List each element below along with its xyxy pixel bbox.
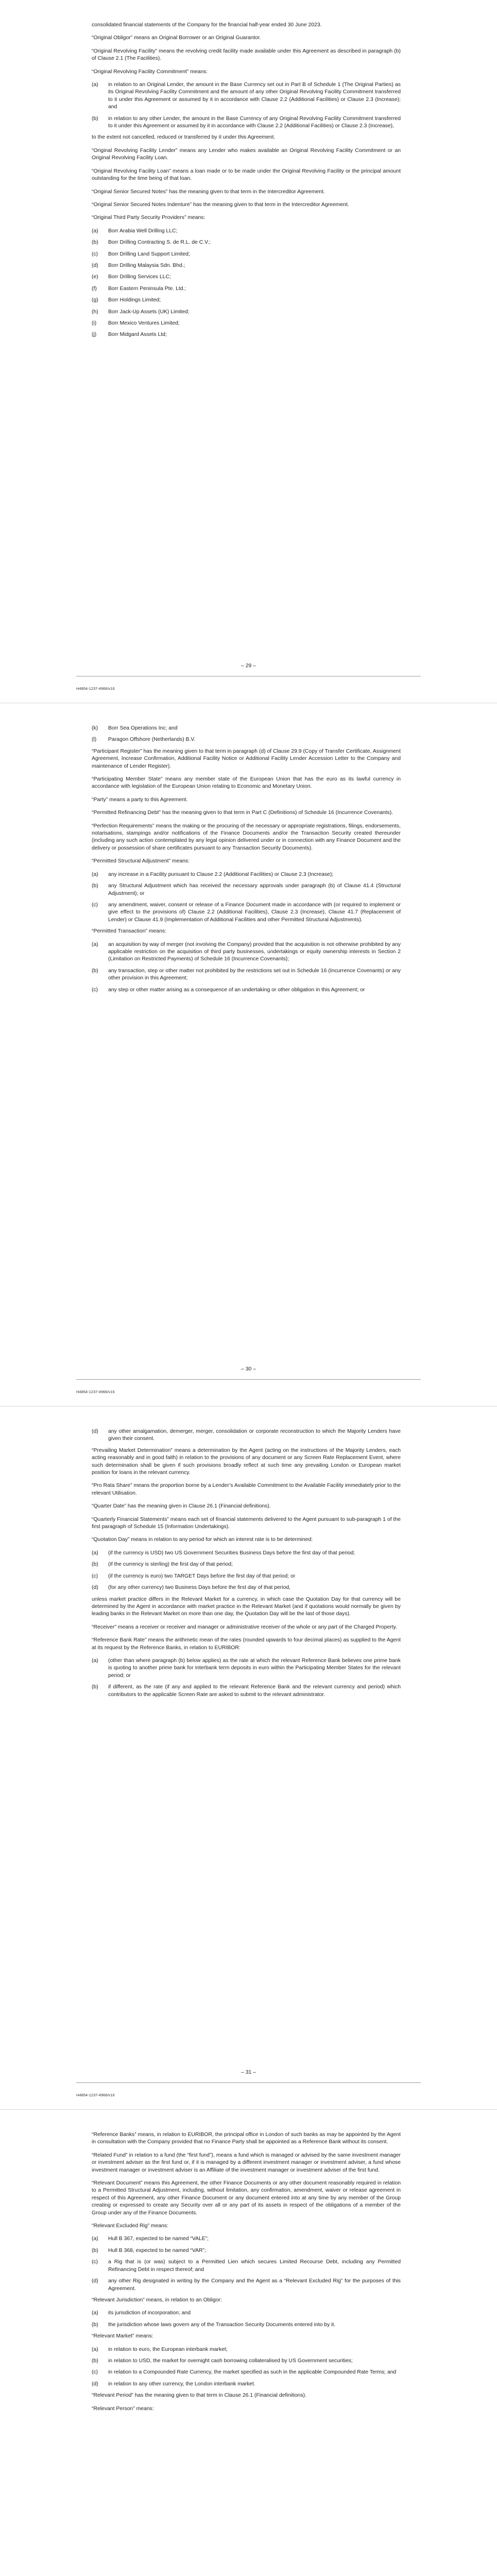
clause-text: Paragon Offshore (Netherlands) B.V.: [108, 737, 196, 743]
definition: “Original Revolving Facility Lender” means any Lender who makes available an Original Revolving Facility Commitment or an Original Revolving Facility Loan.: [92, 147, 401, 161]
clause-label: (b): [92, 1562, 98, 1568]
clause-label: (c): [92, 902, 98, 908]
clause-text: any step or other matter arising as a consequence of an undertaking or other obligation in this Agreement; or: [108, 987, 365, 993]
definition: “Permitted Structural Adjustment” means:: [92, 858, 190, 865]
clause-item: [92, 2346, 401, 2353]
clause-item: [92, 2310, 401, 2317]
clause-item: [92, 2358, 401, 2365]
clause-item: [92, 1657, 401, 1680]
definition: “Relevant Market” means:: [92, 2333, 153, 2340]
clause-label: (d): [92, 1585, 98, 1591]
document-reference: H4854-1237-4966/v16: [76, 2093, 115, 2097]
clause-label: (g): [92, 297, 98, 303]
definition: “Participant Register” has the meaning given to that term in paragraph (d) of Clause 29.9 (Copy of Transfer Certificate, Assignment Agreement, Increase Confirmation, Additional Facility Notice or Additional Facility Lender Accession Letter to the Company and maintenance of Lender Register).: [92, 748, 401, 769]
paragraph: to the extent not cancelled, reduced or transferred by it under this Agreement.: [92, 134, 276, 141]
clause-label: (h): [92, 309, 98, 315]
clause-label: (d): [92, 1429, 98, 1434]
clause-label: (d): [92, 2381, 98, 2387]
clause-item: [92, 1684, 401, 1699]
clause-text: in relation to USD, the market for overnight cash borrowing collateralised by US Government securities;: [108, 2358, 353, 2364]
definition: “Party” means a party to this Agreement.: [92, 796, 188, 803]
clause-label: (d): [92, 2278, 98, 2284]
definition: “Original Third Party Security Providers” means:: [92, 215, 205, 221]
definition: “Original Senior Secured Notes Indenture” has the meaning given to that term in the Intercreditor Agreement.: [92, 201, 349, 208]
clause-text: any other amalgamation, demerger, merger, consolidation or corporate reconstruction to which the Majority Lenders have given their consent.: [108, 1429, 401, 1442]
clause-label: (a): [92, 941, 98, 947]
clause-item: [92, 81, 401, 111]
clause-text: Borr Midgard Assets Ltd;: [108, 332, 167, 338]
page-content: [92, 1428, 401, 1703]
clause-item: [92, 115, 401, 130]
clause-item: [92, 274, 401, 281]
clause-item: [92, 941, 401, 963]
clause-label: (b): [92, 2247, 98, 2253]
clause-item: [92, 968, 401, 982]
clause-text: Hull B 368, expected to be named “VAR”;: [108, 2247, 206, 2253]
clause-label: (a): [92, 2236, 98, 2242]
clause-item: [92, 902, 401, 924]
definition: “Reference Banks” means, in relation to EURIBOR, the principal office in London of such banks as may be appointed by the Agent in consultation with the Company provided that no Finance Party shall be appointed as a Reference Bank without its consent.: [92, 2132, 401, 2145]
footer-divider: [76, 1379, 421, 1380]
clause-text: any transaction, step or other matter not prohibited by the restrictions set out in Schedule 16 (Incurrence Covenants) or any other provision in this Agreement;: [108, 968, 401, 981]
document-page-30: [0, 703, 497, 1406]
clause-text: a Rig that is (or was) subject to a Permitted Lien which secures Limited Recourse Debt, including any Permitted Refinancing Debt in respect thereof; and: [108, 2259, 401, 2273]
document-page-29: [0, 0, 497, 703]
clause-item: [92, 1561, 401, 1568]
paragraph: unless market practice differs in the Relevant Market for a currency, in which case the Quotation Day for that currency will be determined by the Agent in accordance with market practice in the Relevant Market (and if quotations would normally be given by leading banks in the Relevant Market on more than one day, the Quotation Day will be the last of those days).: [92, 1596, 401, 1617]
clause-text: Borr Mexico Ventures Limited;: [108, 320, 180, 326]
clause-item: [92, 320, 401, 327]
definition: “Quarter Date” has the meaning given in Clause 26.1 (Financial definitions).: [92, 1503, 271, 1510]
clause-item: [92, 1550, 401, 1557]
definition: “Relevant Excluded Rig” means:: [92, 2223, 169, 2229]
clause-label: (c): [92, 1573, 98, 1579]
definition: “Prevailing Market Determination” means a determination by the Agent (acting on the instructions of the Majority Lenders, each acting reasonably and in good faith) in relation to the provisions of any document or any Screen Rate Replacement Event, where such determination shall be given if such provisions broadly reflect at such time any prevailing London or European market position for loans in the relevant currency.: [92, 1447, 401, 1476]
document-reference: H4854-1237-4966/v16: [76, 686, 115, 691]
clause-label: (a): [92, 2310, 98, 2316]
clause-item: [92, 2369, 401, 2376]
clause-item: [92, 285, 401, 293]
definition: “Relevant Period” has the meaning given to that term in Clause 26.1 (Financial definitions).: [92, 2393, 307, 2399]
definition: “Relevant Jurisdiction” means, in relation to an Obligor:: [92, 2297, 222, 2303]
clause-label: (a): [92, 871, 98, 877]
clause-label: (b): [92, 2321, 98, 2328]
definition: “Relevant Person” means:: [92, 2405, 154, 2412]
definition-original-revolving-facility: “Original Revolving Facility” means the revolving credit facility made available under this Agreement as described in paragraph (b) of Clause 2.1 (The Facilities).: [92, 48, 401, 62]
clause-label: (j): [92, 332, 97, 338]
paragraph: consolidated financial statements of the Company for the financial half-year ended 30 June 2023.: [92, 22, 322, 28]
clause-text: (for any other currency) two Business Days before the first day of that period,: [108, 1585, 291, 1591]
clause-label: (a): [92, 82, 98, 88]
clause-item: [92, 1584, 401, 1591]
clause-item: [92, 239, 401, 246]
page-content: [92, 725, 401, 998]
clause-item: [92, 2321, 401, 2329]
clause-text: any amendment, waiver, consent or release of a Finance Document made in accordance with (or required to implement or give effect to the provisions of) Clause 2.2 (Additional Facilities), Clause 2.3 (Increase), Clause 41.7 (Replacement of Lender) or Clause 41.9 (Implementation of Additional Facilities and other Permitted Structural Adjustments).: [108, 902, 401, 923]
clause-item: [92, 2235, 401, 2243]
clause-item: [92, 1573, 401, 1580]
clause-item: [92, 228, 401, 235]
clause-text: Borr Arabia Well Drilling LLC;: [108, 228, 178, 234]
clause-item: [92, 871, 401, 878]
definition-original-obligor: “Original Obligor” means an Original Borrower or an Original Guarantor.: [92, 35, 261, 41]
clause-item: [92, 262, 401, 269]
clause-text: (if the currency is euro) two TARGET Days before the first day of that period; or: [108, 1573, 296, 1579]
clause-label: (a): [92, 1550, 98, 1556]
document-reference: H4854-1237-4966/v16: [76, 1389, 115, 1394]
clause-item: [92, 309, 401, 316]
clause-item: [92, 883, 401, 897]
clause-label: (c): [92, 2369, 98, 2376]
definition: “Quotation Day” means in relation to any period for which an interest rate is to be determined:: [92, 1537, 313, 1543]
clause-text: (other than where paragraph (b) below applies) as the rate at which the relevant Reference Bank believes one prime bank is quoting to another prime bank for interbank term deposits in euro within the Participating Member States for the relevant period; or: [108, 1657, 401, 1679]
clause-text: its jurisdiction of incorporation; and: [108, 2310, 191, 2316]
definition: “Relevant Document” means this Agreement, the other Finance Documents or any other document reasonably required in relation to a Permitted Structural Adjustment, including, without limitation, any confirmation, amendment, waiver or release agreement in respect of this Agreement, any other Finance Document or any document entered into at any time by any member of the Group creating or expressed to create any Security over all or any part of its assets in respect of the obligations of a member of the Group under any of the Finance Documents.: [92, 2180, 401, 2216]
clause-label: (f): [92, 285, 97, 292]
clause-text: in relation to any other currency, the London interbank market.: [108, 2381, 255, 2387]
definition: “Perfection Requirements” means the making or the procuring of the necessary or appropriate registrations, filings, endorsements, notarisations, stampings and/or notifications of the Finance Documents and/or the Transaction Security created thereunder (including any such action contemplated by any legal opinion delivered under or in connection with any Finance Document and the delivery or possession of share certificates pursuant to any Transaction Security Documents).: [92, 823, 401, 851]
clause-text: any other Rig designated in writing by the Company and the Agent as a “Relevant Excluded Rig” for the purposes of this Agreement.: [108, 2278, 401, 2292]
clause-text: (if the currency is USD) two US Government Securities Business Days before the first day of that period;: [108, 1550, 355, 1556]
definition-original-revolving-facility-commitment: “Original Revolving Facility Commitment” means:: [92, 69, 208, 75]
clause-label: (c): [92, 2259, 98, 2265]
definition: “Reference Bank Rate” means the arithmetic mean of the rates (rounded upwards to four decimal places) as supplied to the Agent at its request by the Reference Banks, in relation to EURIBOR:: [92, 1637, 401, 1651]
clause-item: [92, 331, 401, 338]
definition: “Related Fund” in relation to a fund (the “first fund”), means a fund which is managed or advised by the same investment manager or investment adviser as the first fund or, if it is managed by a different investment manager or investment adviser, a fund whose investment manager or investment adviser is an Affiliate of the investment manager or investment adviser of the first fund.: [92, 2152, 401, 2173]
clause-label: (a): [92, 1657, 98, 1664]
definition: “Original Senior Secured Notes” has the meaning given to that term in the Intercreditor Agreement.: [92, 189, 325, 195]
definition: “Participating Member State” means any member state of the European Union that has the euro as its lawful currency in accordance with legislation of the European Union relating to Economic and Monetary Union.: [92, 776, 401, 790]
document-page-31: [0, 1406, 497, 2110]
clause-item: [92, 297, 401, 304]
clause-label: (a): [92, 228, 98, 234]
clause-text: (if the currency is sterling) the first day of that period;: [108, 1562, 233, 1568]
clause-item: [92, 2259, 401, 2274]
definition: “Receiver” means a receiver or receiver and manager or administrative receiver of the whole or any part of the Charged Property.: [92, 1624, 397, 1630]
page-number: – 30 –: [241, 1366, 256, 1372]
clause-label: (l): [92, 737, 97, 743]
clause-item: [92, 2278, 401, 2293]
page-content: [92, 2131, 401, 2418]
definition: “Quarterly Financial Statements” means each set of financial statements delivered to the Agent pursuant to sub-paragraph 1 of the first paragraph of Schedule 15 (Information Undertakings).: [92, 1516, 401, 1530]
page-number: – 31 –: [241, 2070, 256, 2075]
clause-item: [92, 2381, 401, 2388]
clause-label: (c): [92, 251, 98, 257]
page-content: [92, 22, 401, 343]
clause-text: Borr Eastern Peninsula Pte. Ltd.;: [108, 285, 186, 292]
clause-item: [92, 251, 401, 258]
clause-label: (c): [92, 987, 98, 993]
clause-item: [92, 725, 401, 732]
clause-text: any increase in a Facility pursuant to Clause 2.2 (Additional Facilities) or Clause 2.3 (Increase);: [108, 871, 334, 877]
footer-divider: [76, 2082, 421, 2083]
document-page-32: [0, 2110, 497, 2576]
clause-text: Borr Drilling Land Support Limited;: [108, 251, 190, 257]
clause-label: (b): [92, 1684, 98, 1690]
clause-label: (b): [92, 883, 98, 889]
clause-label: (e): [92, 274, 98, 280]
clause-text: the jurisdiction whose laws govern any of the Transaction Security Documents entered into by it.: [108, 2321, 336, 2328]
clause-item: [92, 1428, 401, 1443]
clause-label: (d): [92, 262, 98, 268]
clause-text: Hull B 367, expected to be named “VALE”;: [108, 2236, 209, 2242]
clause-text: Borr Drilling Contracting S. de R.L. de C.V.;: [108, 240, 211, 246]
clause-label: (i): [92, 320, 97, 326]
clause-text: any Structural Adjustment which has received the necessary approvals under paragraph (b) of Clause 41.4 (Structural Adjustment); or: [108, 883, 401, 896]
definition: “Permitted Refinancing Debt” has the meaning given to that term in Part C (Definitions) of Schedule 16 (Incurrence Covenants).: [92, 810, 393, 816]
definition: “Pro Rata Share” means the proportion borne by a Lender’s Available Commitment to the Available Facility immediately prior to the relevant Utilisation.: [92, 1483, 401, 1496]
clause-text: Borr Drilling Malaysia Sdn. Bhd.;: [108, 262, 185, 268]
clause-text: in relation to an Original Lender, the amount in the Base Currency set out in Part B of Schedule 1 (The Original Parties) as its Original Revolving Facility Commitment and the amount of any other Original Revolving Facility Commitment transferred to it under this Agreement or assumed by it in accordance with Clause 2.2 (Additional Facilities) or Clause 2.3 (Increase); and: [108, 82, 401, 110]
clause-label: (b): [92, 968, 98, 974]
clause-text: in relation to a Compounded Rate Currency, the market specified as such in the applicable Compounded Rate Terms; and: [108, 2369, 397, 2376]
clause-item: [92, 736, 401, 743]
clause-item: [92, 2247, 401, 2255]
clause-text: in relation to euro, the European interbank market;: [108, 2346, 228, 2352]
clause-label: (a): [92, 2346, 98, 2352]
definition: “Permitted Transaction” means:: [92, 928, 166, 935]
clause-label: (b): [92, 2358, 98, 2364]
clause-item: [92, 987, 401, 994]
clause-text: if different, as the rate (if any and applied to the relevant Reference Bank and the relevant currency and period) which contributors to the applicable Screen Rate are asked to submit to the relevant administrator.: [108, 1684, 401, 1698]
clause-text: an acquisition by way of merger (not involving the Company) provided that the acquisition is not otherwise prohibited by any applicable restriction on the acquisition of third party businesses, undertakings or equity ownership interests in Section 2 (Limitation on Restricted Payments) of Schedule 16 (Incurrence Covenants);: [108, 941, 401, 962]
clause-label: (k): [92, 725, 98, 731]
clause-text: in relation to any other Lender, the amount in the Base Currency of any Original Revolving Facility Commitment transferred to it under this Agreement or assumed by it in accordance with Clause 2.2 (Additional Facilities) or Clause 2.3 (Increase),: [108, 115, 401, 129]
clause-label: (b): [92, 240, 98, 246]
clause-label: (b): [92, 115, 98, 122]
clause-text: Borr Jack-Up Assets (UK) Limited;: [108, 309, 190, 315]
clause-text: Borr Holdings Limited;: [108, 297, 161, 303]
definition: “Original Revolving Facility Loan” means a loan made or to be made under the Original Revolving Facility or the principal amount outstanding for the time being of that loan.: [92, 168, 401, 182]
clause-text: Borr Drilling Services LLC;: [108, 274, 171, 280]
clause-text: Borr Sea Operations Inc; and: [108, 725, 178, 731]
page-number: – 29 –: [241, 663, 256, 669]
